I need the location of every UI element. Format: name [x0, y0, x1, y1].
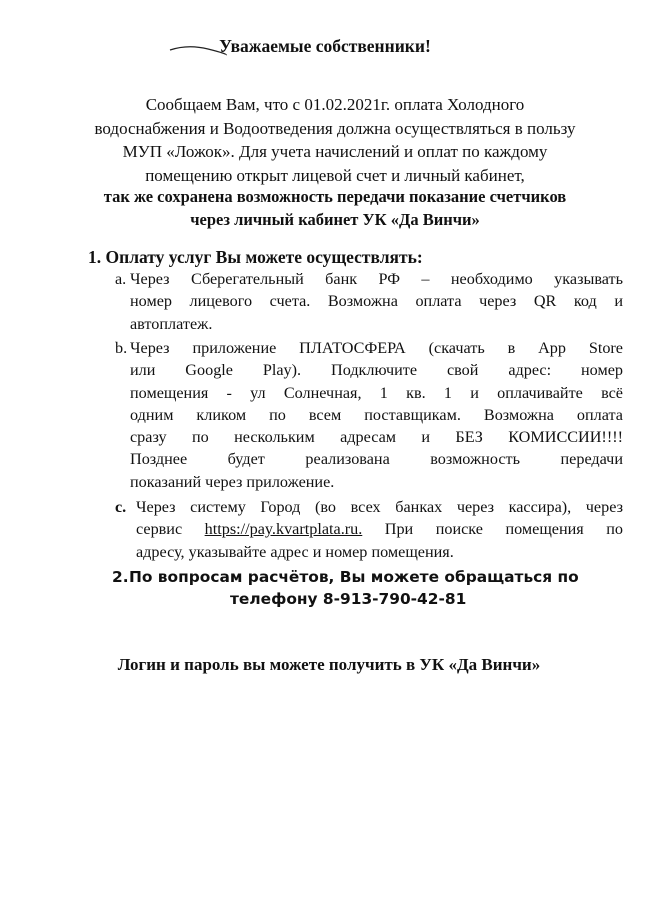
intro-bold-line: через личный кабинет УК «Да Винчи» [190, 209, 480, 229]
intro-line: Сообщаем Вам, что с 01.02.2021г. оплата Холодного [145, 95, 525, 114]
list-marker: b. [115, 339, 128, 357]
section-1-heading: 1. Оплату услуг Вы можете осуществлять: [88, 247, 423, 267]
intro-line: помещению открыт лицевой счет и личный кабинет, [145, 165, 525, 185]
list-item-line: автоплатеж. [130, 314, 213, 333]
kvartplata-link[interactable]: https://pay.kvartplata.ru. [204, 520, 363, 539]
list-item-line: одним кликом по всем поставщикам. Возможна оплата [130, 405, 623, 424]
list-item-line: или Google Play). Подключите свой адрес: номер [130, 361, 623, 380]
list-item-line: Через Сберегательный банк РФ – необходимо указывать [130, 270, 623, 288]
section-2-number: 2. [112, 568, 129, 586]
text-segment: При поиске помещения по [362, 520, 623, 539]
list-item-line: Через приложение ПЛАТОСФЕРА (скачать в App Store [130, 339, 623, 357]
list-item-b [115, 337, 623, 493]
list-item-line: Позднее будет реализована возможность передачи [130, 450, 623, 469]
section-2 [112, 566, 632, 610]
footer-note: Логин и пароль вы можете получить в УК «Да Винчи» [117, 655, 541, 674]
list-item-line: показаний через приложение. [130, 472, 335, 491]
intro-line: водоснабжения и Водоотведения должна осуществляться в пользу [94, 118, 576, 138]
section-2-line: По вопросам расчётов, Вы можете обращаться по [129, 568, 579, 586]
intro-line: МУП «Ложок». Для учета начислений и оплат по каждому [122, 142, 548, 161]
intro-bold-paragraph [40, 186, 630, 231]
intro-paragraph [70, 93, 600, 187]
list-item-line: Через систему Город (во всех банках через кассира), через [136, 498, 623, 516]
list-item-line: адресу, указывайте адрес и номер помещения. [136, 542, 454, 561]
list-marker: c. [115, 498, 127, 516]
intro-bold-line: так же сохранена возможность передачи показание счетчиков [103, 187, 567, 206]
page-title: Уважаемые собственники! [219, 36, 431, 56]
list-item-a [115, 268, 623, 335]
list-item-line [136, 518, 623, 540]
text-segment: сервис [136, 520, 205, 539]
list-item-line: номер лицевого счета. Возможна оплата через QR код и [130, 292, 623, 311]
list-item-c [115, 496, 623, 563]
list-item-line: помещения - ул Солнечная, 1 кв. 1 и оплачивайте всё [130, 383, 623, 402]
list-marker: a. [115, 270, 127, 288]
section-2-phone-line: телефону 8-913-790-42-81 [230, 590, 467, 608]
list-item-line: сразу по нескольким адресам и БЕЗ КОМИССИИ!!!! [130, 428, 623, 447]
